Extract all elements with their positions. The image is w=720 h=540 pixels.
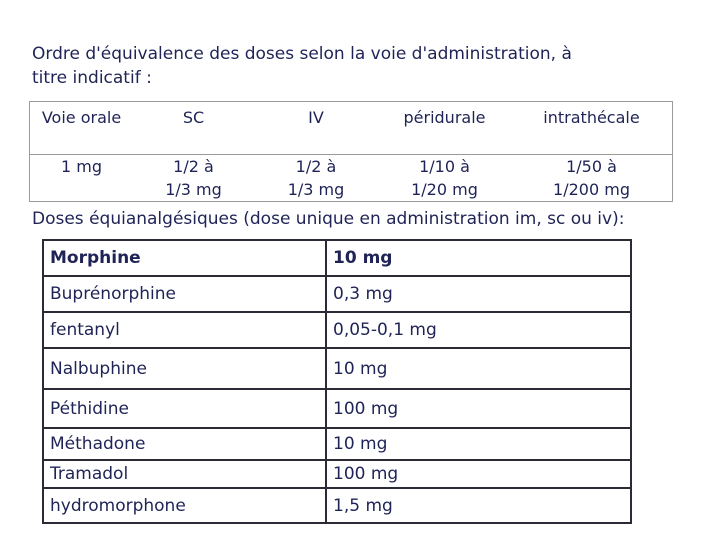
route-value-oral: 1 mg [30, 155, 134, 202]
equianalgesic-dose-table [42, 239, 632, 524]
route-header-intrathecal: intrathécale [511, 102, 673, 155]
drug-name: Tramadol [43, 460, 326, 488]
drug-name: hydromorphone [43, 488, 326, 523]
route-value-sc: 1/2 à 1/3 mg [133, 155, 254, 202]
drug-dose: 10 mg [326, 428, 631, 460]
route-value-iv: 1/2 à 1/3 mg [254, 155, 378, 202]
drug-name: Méthadone [43, 428, 326, 460]
dose-row [43, 276, 631, 312]
drug-name: fentanyl [43, 312, 326, 348]
drug-dose: 10 mg [326, 240, 631, 276]
dose-row [43, 312, 631, 348]
dose-row [43, 348, 631, 389]
dose-row [43, 240, 631, 276]
equianalgesic-subtitle: Doses équianalgésiques (dose unique en administration im, sc ou iv): [32, 209, 625, 229]
route-value-row [30, 155, 673, 202]
drug-dose: 0,3 mg [326, 276, 631, 312]
dose-row [43, 389, 631, 428]
dose-row [43, 488, 631, 523]
route-header-peridural: péridurale [378, 102, 511, 155]
intro-text: Ordre d'équivalence des doses selon la voie d'administration, à titre indicatif : [32, 44, 572, 88]
dose-row [43, 428, 631, 460]
drug-name: Morphine [43, 240, 326, 276]
drug-dose: 100 mg [326, 460, 631, 488]
drug-name: Buprénorphine [43, 276, 326, 312]
drug-name: Péthidine [43, 389, 326, 428]
drug-dose: 0,05-0,1 mg [326, 312, 631, 348]
drug-dose: 10 mg [326, 348, 631, 389]
route-header-sc: SC [133, 102, 254, 155]
route-header-row [30, 102, 673, 155]
dose-row [43, 460, 631, 488]
drug-dose: 1,5 mg [326, 488, 631, 523]
route-value-peridural: 1/10 à 1/20 mg [378, 155, 511, 202]
route-header-iv: IV [254, 102, 378, 155]
route-equivalence-table [29, 101, 673, 202]
route-value-intrathecal: 1/50 à 1/200 mg [511, 155, 673, 202]
route-header-oral: Voie orale [30, 102, 134, 155]
drug-dose: 100 mg [326, 389, 631, 428]
drug-name: Nalbuphine [43, 348, 326, 389]
